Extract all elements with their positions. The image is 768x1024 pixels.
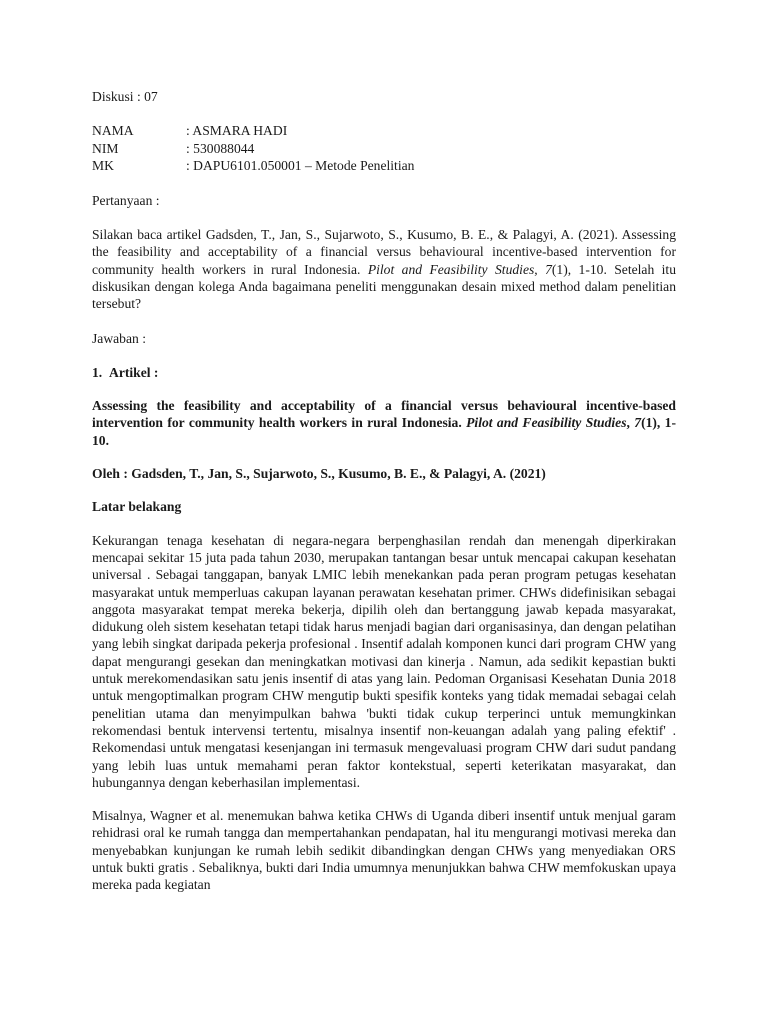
section-title: Artikel : — [109, 364, 159, 380]
diskusi-number: Diskusi : 07 — [92, 89, 158, 104]
identity-row-nim — [92, 140, 676, 158]
article-sep: , — [626, 415, 635, 431]
body-paragraph-1: Kekurangan tenaga kesehatan di negara-negara berpenghasilan rendah dan menengah diperkirakan mencapai sekitar 15 juta pada tahun 2030, merupakan tantangan besar untuk mencapai cakupan kesehatan universal . Sebagai tanggapan, banyak LMIC lebih menekankan pada peran program petugas kesehatan masyarakat untuk memperluas cakupan layanan perawatan kesehatan primer. CHWs didefinisikan sebagai anggota masyarakat tempat mereka bekerja, dipilih oleh dan bertanggung jawab kepada masyarakat, didukung oleh sistem kesehatan tetapi tidak harus menjadi bagian dari organisasinya, dan dengan pelatihan yang lebih singkat daripada pekerja profesional . Insentif adalah komponen kunci dari program CHW yang dapat mengurangi gesekan dan meningkatkan motivasi dan kinerja . Namun, ada sedikit kepastian bukti untuk merekomendasikan satu jenis insentif di atas yang lain. Pedoman Organisasi Kesehatan Dunia 2018 untuk mengoptimalkan program CHW mengutip bukti spesifik konteks yang tidak memadai sebagai celah penelitian utama dan menyimpulkan bahwa 'bukti tidak cukup terperinci untuk memungkinkan rekomendasi bentuk intervensi tertentu, misalnya insentif non-keuangan adalah yang paling efektif' . Rekomendasi untuk mengatasi kesenjangan ini termasuk mengevaluasi program CHW dari sudut pandang yang lebih luas untuk memahami peran faktor kontekstual, seperti keterikatan masyarakat, dan hubungannya dengan keberhasilan implementasi. — [92, 532, 676, 790]
identity-key: NAMA — [92, 123, 134, 139]
identity-row-mk — [92, 157, 676, 175]
question-paragraph — [92, 226, 676, 312]
body-paragraph-2: Misalnya, Wagner et al. menemukan bahwa ketika CHWs di Uganda diberi insentif untuk menjual garam rehidrasi oral ke rumah tangga dan mempertahankan pendapatan, hal itu mengurangi motivasi mereka dan menyebabkan kunjungan ke rumah lebih sedikit dibandingkan dengan CHWs yang menyediakan ORS untuk bukti gratis . Sebaliknya, bukti dari India umumnya menunjukkan bahwa CHW memfokuskan upaya mereka pada kegiatan — [92, 808, 676, 893]
identity-value: : 530088044 — [186, 140, 255, 156]
article-volume: 7 — [634, 415, 642, 431]
pertanyaan-label: Pertanyaan : — [92, 192, 160, 208]
identity-key: MK — [92, 158, 114, 174]
identity-key: NIM — [92, 140, 119, 156]
article-title: Assessing the feasibility and acceptability of a financial versus behavioural incentive-based intervention for community health workers in rural Indonesia. — [92, 398, 676, 431]
question-volume: 7 — [545, 261, 552, 277]
section-number: 1. — [92, 364, 103, 380]
question-text-2: (1), 1-10. Setelah itu diskusikan dengan kolega Anda bagaimana peneliti menggunakan desain mixed method dalam penelitian tersebut? — [92, 261, 677, 312]
article-journal: Pilot and Feasibility Studies — [466, 415, 627, 431]
question-text-1: Silakan baca artikel Gadsden, T., Jan, S., Sujarwoto, S., Kusumo, B. E., & Palagyi, A. (2021). Assessing the feasibility and acceptability of a financial versus behavioural incentive-based intervention for community health workers in rural Indonesia. — [92, 227, 676, 277]
identity-row-nama — [92, 122, 676, 140]
identity-value: : ASMARA HADI — [186, 123, 288, 139]
jawaban-label: Jawaban : — [92, 330, 146, 346]
question-sep: , — [534, 261, 546, 277]
identity-value: : DAPU6101.050001 – Metode Penelitian — [186, 158, 415, 174]
article-issue-pages: (1), 1-10. — [92, 415, 676, 448]
latar-belakang-heading: Latar belakang — [92, 499, 182, 515]
identity-block — [92, 122, 676, 175]
article-authors: Oleh : Gadsden, T., Jan, S., Sujarwoto, S., Kusumo, B. E., & Palagyi, A. (2021) — [92, 466, 546, 482]
question-journal: Pilot and Feasibility Studies — [367, 261, 535, 277]
section-heading-artikel — [92, 364, 676, 381]
article-citation — [92, 397, 676, 449]
